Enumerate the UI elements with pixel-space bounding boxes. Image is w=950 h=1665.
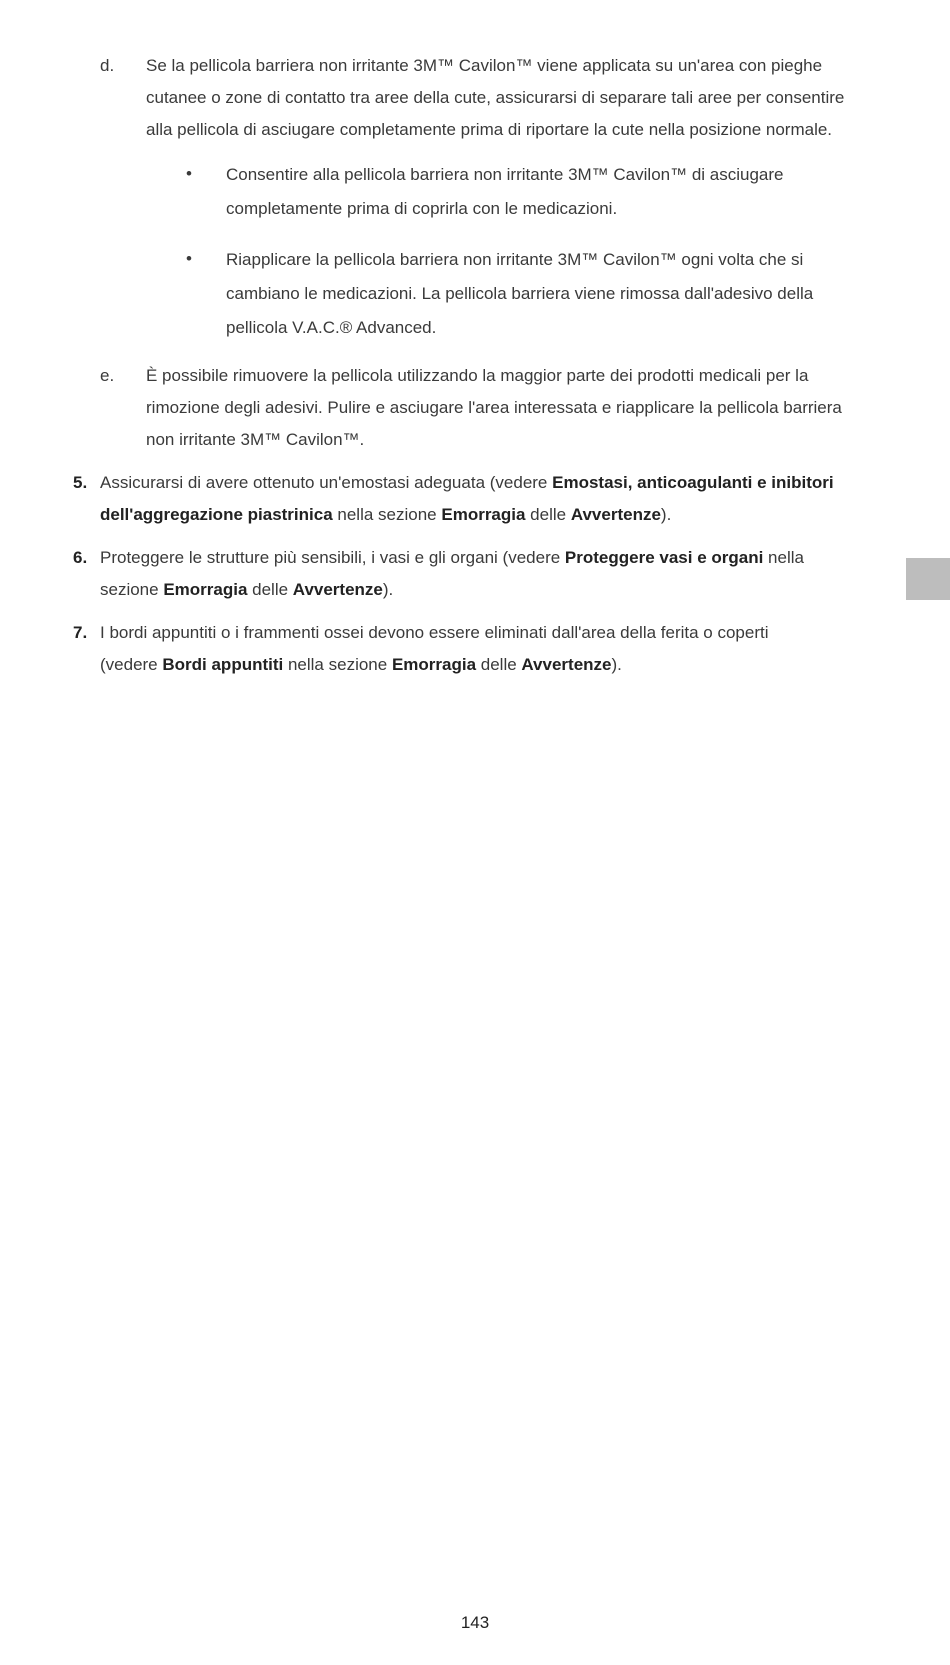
text-run: nella sezione (332, 505, 442, 524)
text-run: Assicurarsi di avere ottenuto un'emostasi adeguata (vedere (100, 473, 553, 492)
text-line: Consentire alla pellicola barriera non irritante 3M™ Cavilon™ di asciugare (226, 165, 784, 184)
list-item-e-text (146, 360, 842, 456)
text-line: Se la pellicola barriera non irritante 3M™ Cavilon™ viene applicata su un'area con pieghe (146, 56, 823, 75)
text-line: Riapplicare la pellicola barriera non irritante 3M™ Cavilon™ ogni volta che si (226, 250, 804, 269)
text-line: non irritante 3M™ Cavilon™. (146, 430, 365, 449)
text-line: rimozione degli adesivi. Pulire e asciugare l'area interessata e riapplicare la pellicola barriera (146, 398, 842, 417)
text-run: ). (611, 655, 622, 674)
numbered-item-7-text (100, 617, 769, 681)
numbered-item-5-text (100, 467, 834, 531)
list-marker-7: 7. (73, 623, 88, 642)
text-line (100, 574, 804, 606)
reference-link-emostasi-cont: dell'aggregazione piastrinica (100, 505, 333, 524)
bullet-item-1-text (226, 158, 784, 226)
text-line (100, 467, 834, 499)
list-marker-6: 6. (73, 548, 88, 567)
text-run: (vedere (100, 655, 163, 674)
text-run: ). (660, 505, 672, 524)
text-line (100, 649, 769, 681)
text-run: nella (763, 548, 804, 567)
reference-emorragia: Emorragia (391, 655, 477, 674)
reference-avvertenze: Avvertenze (570, 505, 661, 524)
text-line: cambiano le medicazioni. La pellicola barriera viene rimossa dall'adesivo della (226, 284, 814, 303)
reference-avvertenze: Avvertenze (521, 655, 612, 674)
list-item-d-text (146, 50, 844, 146)
text-line: È possibile rimuovere la pellicola utilizzando la maggior parte dei prodotti medicali per la (146, 366, 809, 385)
numbered-item-6-text (100, 542, 804, 606)
text-run: ). (382, 580, 394, 599)
text-line: cutanee o zone di contatto tra aree della cute, assicurarsi di separare tali aree per consentire (146, 88, 845, 107)
text-run: sezione (100, 580, 164, 599)
bullet-icon: • (186, 164, 192, 183)
text-line: pellicola V.A.C.® Advanced. (226, 318, 437, 337)
reference-emorragia: Emorragia (163, 580, 248, 599)
text-run: nella sezione (283, 655, 392, 674)
text-line: completamente prima di coprirla con le medicazioni. (226, 199, 618, 218)
reference-proteggere: Proteggere vasi e organi (564, 548, 764, 567)
text-run: delle (247, 580, 293, 599)
text-run: Proteggere le strutture più sensibili, i vasi e gli organi (vedere (100, 548, 565, 567)
reference-avvertenze: Avvertenze (292, 580, 383, 599)
text-line (100, 542, 804, 574)
text-line (100, 499, 834, 531)
text-run: delle (525, 505, 571, 524)
bullet-icon: • (186, 249, 192, 268)
reference-emorragia: Emorragia (441, 505, 526, 524)
bullet-item-2-text (226, 243, 813, 345)
list-marker-d: d. (100, 56, 115, 75)
list-marker-e: e. (100, 366, 115, 385)
text-line: alla pellicola di asciugare completamente prima di riportare la cute nella posizione normale. (146, 120, 833, 139)
text-run: delle (476, 655, 522, 674)
page-number: 143 (460, 1613, 490, 1632)
text-line: I bordi appuntiti o i frammenti ossei devono essere eliminati dall'area della ferita o coperti (100, 623, 769, 642)
list-marker-5: 5. (73, 473, 88, 492)
reference-link-emostasi: Emostasi, anticoagulanti e inibitori (552, 473, 834, 492)
section-tab-marker (906, 558, 950, 600)
reference-bordi-appuntiti: Bordi appuntiti (162, 655, 284, 674)
